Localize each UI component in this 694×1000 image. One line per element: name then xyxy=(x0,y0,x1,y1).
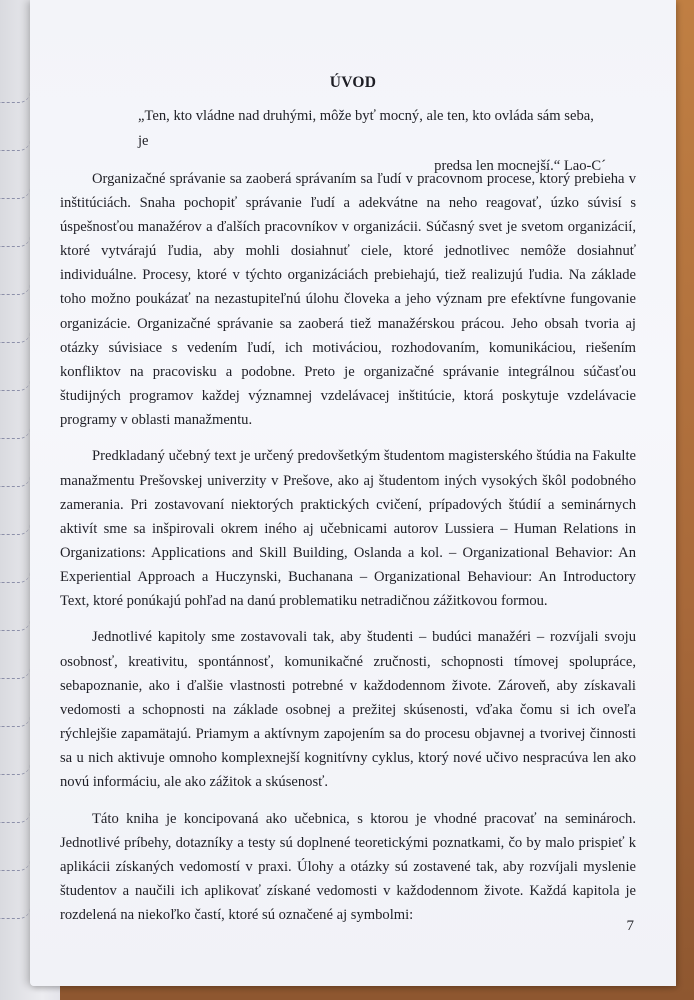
binding-mark xyxy=(0,332,30,343)
quote-line-2: predsa len mocnejší.“ Lao-C´ xyxy=(434,158,606,174)
binding-mark xyxy=(0,428,30,439)
quote-line-1: „Ten, kto vládne nad druhými, môže byť mocný, ale ten, kto ovláda sám seba, je xyxy=(138,108,594,149)
binding-mark xyxy=(0,764,30,775)
binding-mark xyxy=(0,908,30,919)
binding-mark xyxy=(0,92,30,103)
binding-mark xyxy=(0,476,30,487)
page-number: 7 xyxy=(626,918,634,934)
binding-mark xyxy=(0,188,30,199)
binding-mark xyxy=(0,860,30,871)
binding-mark xyxy=(0,380,30,391)
binding-mark xyxy=(0,716,30,727)
binding-mark xyxy=(0,284,30,295)
binding-mark xyxy=(0,140,30,151)
binding-mark xyxy=(0,668,30,679)
binding-mark xyxy=(0,812,30,823)
binding-mark xyxy=(0,236,30,247)
binding-mark xyxy=(0,572,30,583)
paragraph-3: Jednotlivé kapitoly sme zostavovali tak, aby študenti – budúci manažéri – rozvíjali svoju osobnosť, kreativitu, spontánnosť, komunikačné zručnosti, schopnosti tímovej spolupráce, sebapoznanie, ako i ďalšie vlastnosti potrebné v každodennom živote. Zároveň, aby získavali vedomosti a schopnosti na základe osobnej a prežitej skúsenosti, vďaka čomu si ich oveľa rýchlejšie zapamätajú. Priamym a aktívnym zapojením sa do procesu objavnej a tvorivej činnosti sa u nich aktivuje omnoho komplexnejší kognitívny cyklus, ktorý nové učivo nespracúva len ako novú informáciu, ale ako zážitok a skúsenosť. xyxy=(60,629,636,791)
binding-mark xyxy=(0,524,30,535)
paragraph-1: Organizačné správanie sa zaoberá správaním sa ľudí v pracovnom procese, ktorý prebieha v inštitúciách. Snaha pochopiť správanie ľudí a adekvátne na neho reagovať, úzko súvisí s úspešnosťou manažérov a ďalších pracovníkov v organizácii. Súčasný svet je svetom organizácií, ktoré vytvárajú ľudia, aby mohli dosiahnuť ciele, ktoré jednotlivec nemôže dosiahnuť individuálne. Procesy, ktoré v týchto organizáciách prebiehajú, tiež realizujú ľudia. Na základe toho možno poukázať na nezastupiteľnú úlohu človeka a jeho význam pre efektívne fungovanie organizácie. Organizačné správanie sa zaoberá tiež manažérskou prácou. Jeho obsah tvoria aj otázky súvisiace s vedením ľudí, ich motiváciou, rozhodovaním, komunikáciou, riešením konfliktov na pracovisku a podobne. Preto je organizačné správanie integrálnou súčasťou študijných programov každej významnej vzdelávacej inštitúcie, ktorá poskytuje vzdelávacie programy v oblasti manažmentu. xyxy=(60,171,636,428)
paragraph-4: Táto kniha je koncipovaná ako učebnica, s ktorou je vhodné pracovať na seminároch. Jednotlivé príbehy, dotazníky a testy sú doplnené teoretickými poznatkami, čo by malo prispieť k aplikácii získaných vedomostí v praxi. Úlohy a otázky sú zostavené tak, aby rozvíjali myslenie študentov a naučili ich aplikovať získané vedomosti v každodennom živote. Každá kapitola je rozdelená na niekoľko častí, ktoré sú označené aj symbolmi: xyxy=(60,810,636,923)
document-page xyxy=(30,0,676,986)
binding-mark xyxy=(0,620,30,631)
paragraph-2: Predkladaný učebný text je určený predovšetkým študentom magisterského štúdia na Fakulte manažmentu Prešovskej univerzity v Prešove, ako aj študentom iných vysokých škôl podobného zamerania. Pri zostavovaní niektorých praktických cvičení, prípadových štúdií a seminárnych aktivít sme sa inšpirovali okrem iného aj učebnicami autorov Lussiera – Human Relations in Organizations: Applications and Skill Building, Oslanda a kol. – Organizational Behavior: An Experiential Approach a Huczynski, Buchanana – Organizational Behaviour: An Introductory Text, ktoré ponúkajú pohľad na danú problematiku netradičnou zážitkovou formou. xyxy=(60,448,636,609)
body-text xyxy=(60,167,636,939)
page-heading: ÚVOD xyxy=(329,74,377,91)
